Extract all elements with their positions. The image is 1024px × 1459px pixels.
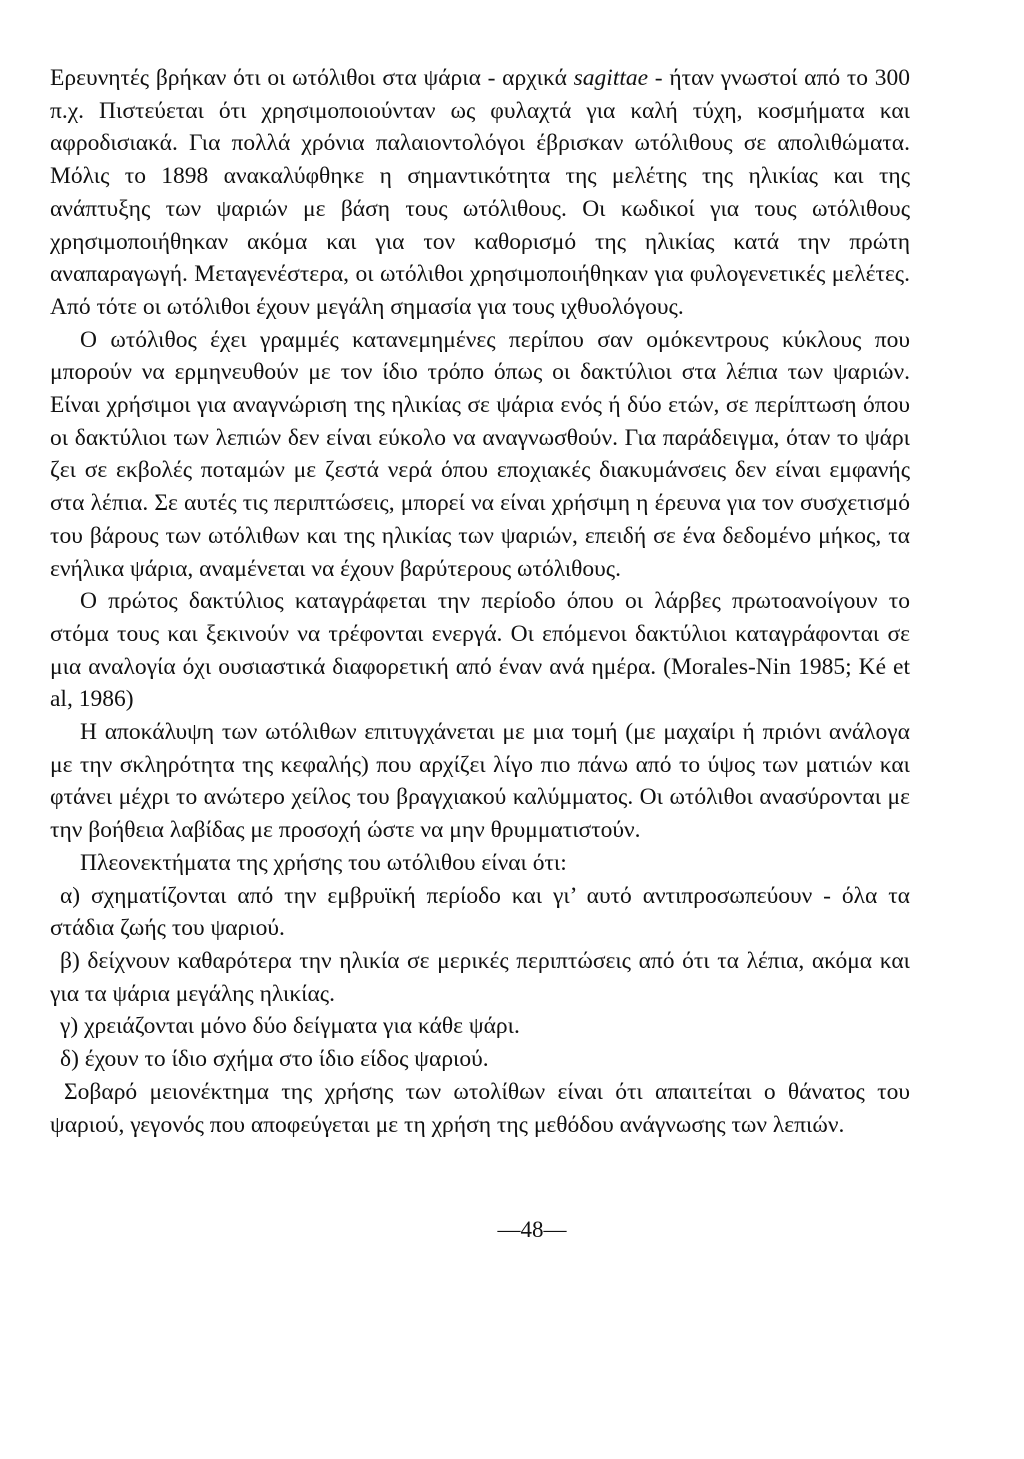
page-number-text: —48— — [497, 1217, 567, 1242]
list-item: δ) έχουν το ίδιο σχήμα στο ίδιο είδος ψαριού. — [60, 1046, 489, 1073]
list-item: β) δείχνουν καθαρότερα την ηλικία σε μερικές περιπτώσεις από ότι τα λέπια, ακόμα και για τα ψάρια μεγάλης ηλικίας. — [50, 947, 910, 1007]
paragraph-disadvantage: Σοβαρό μειονέκτημα της χρήσης των ωτολίθων είναι ότι απαιτείται ο θάνατος του ψαριού, γεγονός που αποφεύγεται με τη χρήση της μεθόδου ανάγνωσης των λεπιών. — [50, 1078, 910, 1138]
paragraph-rings: Ο ωτόλιθος έχει γραμμές κατανεμημένες περίπου σαν ομόκεντρους κύκλους που μπορούν να ερμηνευθούν με τον ίδιο τρόπο όπως οι δακτύλιοι στα λέπια των ψαριών. Είναι χρήσιμοι για αναγνώριση της ηλικίας σε ψάρια ενός ή δύο ετών, σε περίπτωση όπου οι δακτύλιοι των λεπιών δεν είναι εύκολο να αναγνωσθούν. Για παράδειγμα, όταν το ψάρι ζει σε εκβολές ποταμών με ζεστά νερά όπου εποχιακές διακυμάνσεις δεν είναι εμφανής στα λέπια. Σε αυτές τις περιπτώσεις, μπορεί να είναι χρήσιμη η έρευνα για τον συσχετισμό του βάρους των ωτόλιθων και της ηλικίας των ψαριών, επειδή σε ένα δεδομένο μήκος, τα ενήλικα ψάρια, αναμένεται να έχουν βαρύτερους ωτόλιθους. — [50, 326, 910, 582]
list-item: γ) χρειάζονται μόνο δύο δείγματα για κάθε ψάρι. — [60, 1013, 520, 1040]
page-number — [0, 1217, 1024, 1243]
paragraph-text: - ήταν γνωστοί από το 300 π.χ. Πιστεύεται ότι χρησιμοποιούνταν ως φυλαχτά για καλή τύχη, κοσμήματα και αφροδισιακά. Για πολλά χρόνια παλαιοντολόγοι έβρισκαν ωτόλιθους σε απολιθώματα. Μόλις το 1898 ανακαλύφθηκε η σημαντικότητα της μελέτης της ηλικίας και της ανάπτυξης των ψαριών με βάση τους ωτόλιθους. Οι κωδικοί για τους ωτόλιθους χρησιμοποιήθηκαν ακόμα και για τον καθορισμό της ηλικίας κατά την πρώτη αναπαραγωγή. Μεταγενέστερα, οι ωτόλιθοι χρησιμοποιήθηκαν για φυλογενετικές μελέτες. Από τότε οι ωτόλιθοι έχουν μεγάλη σημασία για τους ιχθυολόγους. — [50, 65, 911, 320]
paragraph-first-ring: Ο πρώτος δακτύλιος καταγράφεται την περίοδο όπου οι λάρβες πρωτοανοίγουν το στόμα τους και ξεκινούν να τρέφονται ενεργά. Οι επόμενοι δακτύλιοι καταγράφονται σε μια αναλογία όχι ουσιαστικά διαφορετική από έναν ανά ημέρα. (Morales-Nin 1985; Ké et al, 1986) — [50, 588, 910, 713]
page-body — [50, 62, 910, 1141]
paragraph-advantages-intro: Πλεονεκτήματα της χρήσης του ωτόλιθου είναι ότι: — [80, 849, 567, 876]
paragraph-history — [50, 62, 910, 324]
list-item: α) σχηματίζονται από την εμβρυϊκή περίοδο και γι’ αυτό αντιπροσωπεύουν - όλα τα στάδια ζωής του ψαριού. — [50, 882, 910, 942]
latin-term: sagittae — [573, 65, 649, 91]
paragraph-extraction: Η αποκάλυψη των ωτόλιθων επιτυγχάνεται με μια τομή (με μαχαίρι ή πριόνι ανάλογα με την σκληρότητα της κεφαλής) που αρχίζει λίγο πιο πάνω από το ύψος των ματιών και φτάνει μέχρι το ανώτερο χείλος του βραγχιακού καλύμματος. Οι ωτόλιθοι ανασύρονται με την βοήθεια λαβίδας με προσοχή ώστε να μην θρυμματιστούν. — [50, 719, 910, 844]
paragraph-text: Ερευνητές βρήκαν ότι οι ωτόλιθοι στα ψάρια - αρχικά — [50, 65, 574, 91]
